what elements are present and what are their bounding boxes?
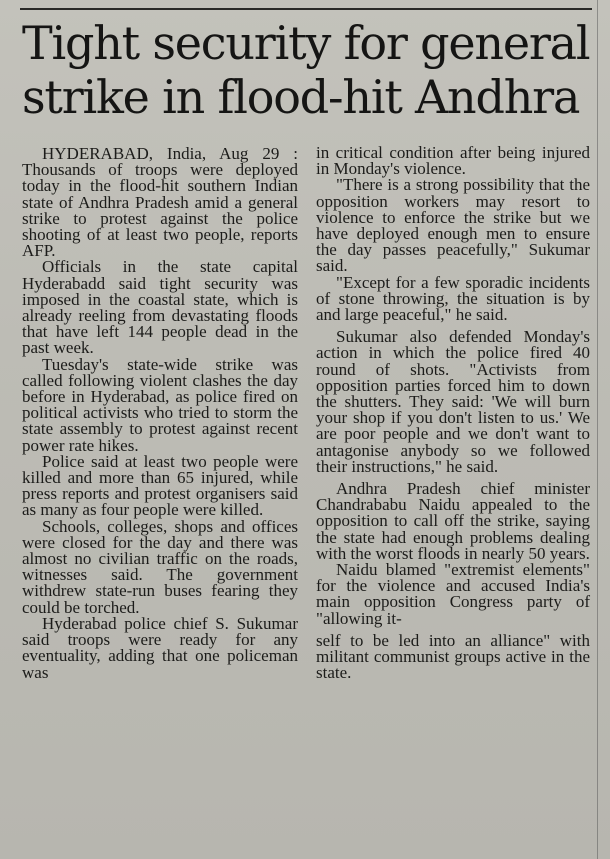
headline: Tight security for general strike in flood-hit Andhra	[22, 16, 590, 124]
article-paragraph: Tuesday's state-wide strike was called following violent clashes the day before in Hyderabad, as police fired on political activists who tried to storm the state assembly to protest against recent power rate hikes.	[22, 354, 298, 455]
article-paragraph: Andhra Pradesh chief minister Chandrababu Naidu appealed to the opposition to call off the strike, saying the state had enough problems dealing with the worst floods in nearly 50 years.	[316, 479, 590, 563]
article-paragraph: Schools, colleges, shops and offices were closed for the day and there was almost no civilian traffic on the roads, witnesses said. The government withdrew state-run buses fearing they could be torched.	[22, 516, 298, 617]
article-paragraph: Officials in the state capital Hyderabadd said tight security was imposed in the coastal state, which is already reeling from devastating floods that have left 144 people dead in the past week.	[22, 257, 298, 358]
article-paragraph: Hyderabad police chief S. Sukumar said troops were ready for any eventuality, adding that one policeman was	[22, 613, 298, 682]
article-paragraph: Sukumar also defended Monday's action in which the police fired 40 round of shots. "Activists from opposition parties forced him to down the shutters. They said: 'We will burn your shop if you don't listen to us.' We are poor people and we don't want to antagonise anybody so we followed their instructions," he said.	[316, 327, 590, 476]
article-paragraph: Police said at least two people were killed and more than 65 injured, while press reports and protest organisers said as many as four people were killed.	[22, 451, 298, 520]
article-paragraph: HYDERABAD, India, Aug 29 : Thousands of troops were deployed today in the flood-hit southern Indian state of Andhra Pradesh amid a general strike to protest against the police shooting of at least two people, reports AFP.	[22, 144, 298, 261]
article-paragraph: "There is a strong possibility that the opposition workers may resort to violence to enforce the strike but we have deployed enough men to ensure the day passes peacefully," Sukumar said.	[316, 175, 590, 276]
article-column-right	[316, 145, 590, 682]
top-rule	[20, 8, 592, 10]
column-edge-rule	[597, 0, 598, 859]
article-paragraph: "Except for a few sporadic incidents of stone throwing, the situation is by and large peaceful," he said.	[316, 272, 590, 325]
article-paragraph: self to be led into an alliance" with militant communist groups active in the state.	[316, 630, 590, 683]
article-paragraph: Naidu blamed "extremist elements" for the violence and accused India's main opposition Congress party of "allowing it-	[316, 560, 590, 628]
article-column-left	[22, 146, 298, 681]
article-paragraph: in critical condition after being injured in Monday's violence.	[316, 143, 590, 179]
